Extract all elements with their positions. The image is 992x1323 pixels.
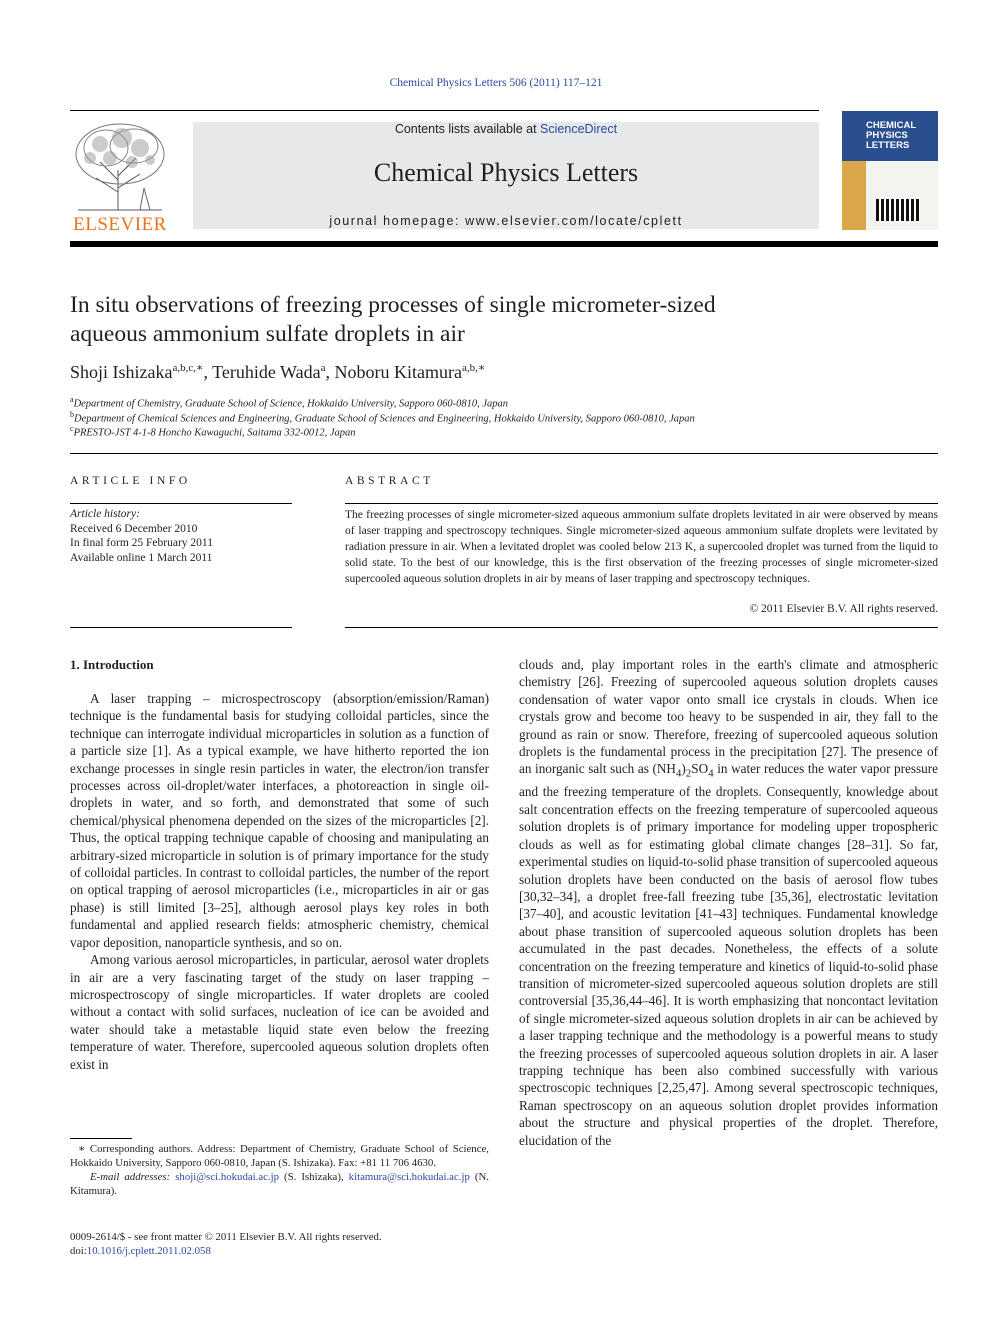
elsevier-tree-icon: [70, 118, 170, 214]
corresponding-author-note: ∗ Corresponding authors. Address: Department of Chemistry, Graduate School of Science, Hokkaido University, Sapporo 060-0810, Japan (S. Ishizaka). Fax: +81 11 706 4630.: [70, 1143, 489, 1169]
article-title-line: In situ observations of freezing processes of single micrometer-sized: [70, 292, 716, 318]
elsevier-wordmark: ELSEVIER: [73, 214, 167, 235]
author-name: Shoji Ishizaka: [70, 362, 173, 382]
doi-link[interactable]: 10.1016/j.cplett.2011.02.058: [86, 1245, 211, 1257]
email-link[interactable]: kitamura@sci.hokudai.ac.jp: [348, 1171, 470, 1183]
abstract-heading: ABSTRACT: [345, 475, 434, 487]
history-label: Article history:: [70, 508, 140, 520]
contents-prefix: Contents lists available at: [394, 122, 541, 136]
body-paragraph: [519, 656, 938, 1149]
affiliation-text: Department of Chemical Sciences and Engineering, Graduate School of Sciences and Engineering, Hokkaido University, Sapporo 060-0810, Japan: [74, 413, 695, 425]
email-label: E-mail addresses:: [90, 1171, 176, 1183]
subscript: 2: [685, 768, 692, 781]
section-heading-introduction: 1. Introduction: [70, 657, 154, 672]
doi-label: doi:: [70, 1245, 87, 1257]
author-separator: ,: [325, 362, 335, 382]
email-link[interactable]: shoji@sci.hokudai.ac.jp: [175, 1171, 280, 1183]
affiliation-mark: b: [70, 410, 74, 419]
cover-title-line: LETTERS: [866, 140, 910, 151]
body-column-left: [70, 690, 489, 1073]
revised-date: In final form 25 February 2011: [70, 537, 213, 549]
article-info-heading: ARTICLE INFO: [70, 475, 191, 487]
article-info-bottom-rule: [70, 627, 292, 628]
email-owner: (N. Kitamura).: [70, 1171, 489, 1197]
email-owner: (S. Ishizaka),: [279, 1171, 349, 1183]
author-list: [70, 361, 485, 383]
journal-citation[interactable]: Chemical Physics Letters 506 (2011) 117–121: [389, 77, 603, 89]
publication-info: [70, 1230, 489, 1258]
body-text: SO: [691, 761, 709, 777]
contents-line: [193, 122, 819, 136]
abstract-rule: [345, 503, 938, 504]
body-paragraph: Among various aerosol microparticles, in particular, aerosol water droplets in air are a very fascinating target of the study on laser trapping – microspectroscopy of single microparticles. If water droplets are cooled without a contact with solid surfaces, nucleation of ice can be avoided and water should take a metastable liquid state even below the freezing temperature of water. Therefore, supercooled aqueous solution droplets often exist in: [70, 952, 489, 1072]
body-text: ): [681, 761, 686, 777]
cover-title-line: CHEMICAL: [866, 120, 917, 131]
abstract-copyright: © 2011 Elsevier B.V. All rights reserved.: [749, 603, 938, 615]
subscript: 4: [675, 768, 682, 781]
affiliation-text: Department of Chemistry, Graduate School of Science, Hokkaido University, Sapporo 060-0810, Japan: [73, 398, 508, 410]
sciencedirect-link[interactable]: ScienceDirect: [540, 122, 618, 136]
journal-cover-thumbnail[interactable]: [842, 111, 938, 230]
homepage-link[interactable]: www.elsevier.com/locate/cplett: [465, 214, 683, 228]
footnotes: [70, 1142, 489, 1198]
cover-title: [866, 121, 916, 151]
section-rule: [70, 453, 938, 454]
homepage-line: [193, 214, 819, 228]
affiliation-a: [70, 395, 508, 410]
article-info-rule: [70, 503, 292, 504]
author-affiliation-marks[interactable]: a,b,c,∗: [172, 362, 204, 374]
online-date: Available online 1 March 2011: [70, 551, 213, 564]
body-paragraph: A laser trapping – microspectroscopy (absorption/emission/Raman) technique is the fundamental basis for studying colloidal particles, since the technique can interrogate individual microparticles in solution as a function of a particle size [1]. As a typical example, we have hitherto reported the ion exchange processes in single resin particles in water, the electron/ion transfer processes across oil-droplet/water interfaces, a photoreaction in single oil-droplets in water, and so forth, and demonstrated that some of such chemical/physical phenomena depended on the sizes of the microparticles [2]. Thus, the optical trapping technique capable of choosing and manipulating an arbitrary-sized microparticle in solution is of primary importance for the study of colloidal particles. In contrast to colloidal particles, the number of the report on optical trapping of aerosol microparticles (i.e., microparticles in air or gas phase) is still limited [3–25], although aerosol plays key roles in both fundamental and applied research fields: atmospheric chemistry, chemical vapor deposition, nanoparticle synthesis, and so on.: [70, 691, 489, 950]
author-name: Teruhide Wada: [212, 362, 321, 382]
journal-banner: [193, 122, 819, 229]
affiliation-text: PRESTO-JST 4-1-8 Honcho Kawaguchi, Saitama 332-0012, Japan: [73, 427, 356, 439]
affiliation-mark: a: [70, 395, 74, 404]
author-affiliation-marks[interactable]: a: [320, 362, 326, 374]
elsevier-logo[interactable]: [70, 118, 170, 235]
body-text: clouds and, play important roles in the earth's climate and atmospheric chemistry [26]. Freezing of supercooled aqueous solution droplets causes condensation of water vapor onto small ice crystals in clouds. When ice crystals grow and become too heavy to be suspended in air, they fall to the ground as rain or snow. Therefore, freezing of supercooled aqueous solution droplets is the fundamental process in the precipitation [27]. The presence of an inorganic salt such as (NH: [519, 657, 938, 777]
affiliation-b: [70, 410, 695, 425]
cover-title-line: PHYSICS: [866, 130, 908, 141]
cover-barcode-icon: [876, 199, 920, 221]
subscript: 4: [708, 768, 714, 781]
body-column-right: [519, 656, 938, 1149]
article-title: [70, 291, 930, 349]
body-text: in water reduces the water vapor pressure and the freezing temperature of the droplets. Consequently, knowledge about salt concentration effects on the freezing temperature of supercooled aqueous solution droplets is of primary importance for modeling upper tropospheric clouds as well as for estimating global climate changes [28–31]. So far, experimental studies on liquid-to-solid phase transition of supercooled aqueous solution droplets have been conducted on the basis of aerosol flow tubes [30,32–34], a droplet free-fall freezing tube [35,36], electrostatic levitation [37–40], and acoustic levitation [41–43] techniques. Fundamental knowledge about phase transition of supercooled aqueous solution droplets has been accumulated in the past decades. Nonetheless, the effects of a solute concentration on the freezing temperature and kinetics of liquid-to-solid phase transition of micrometer-sized supercooled aqueous solution droplets are still controversial [35,36,44–46]. It is worth emphasizing that noncontact levitation of single micrometer-sized aqueous solution droplets in air can be achieved by a laser trapping technique and the methodology is a powerful means to study the freezing processes of supercooled aqueous solution droplets in air. A laser trapping technique has been also combined successfully with various spectroscopic techniques [2,25,47]. Among several spectroscopic techniques, Raman spectroscopy on an aqueous solution droplet provides information about the structure and physical properties of the droplet. Therefore, elucidation of the: [519, 761, 938, 1148]
issn-line: 0009-2614/$ - see front matter © 2011 Elsevier B.V. All rights reserved.: [70, 1231, 382, 1243]
homepage-prefix: journal homepage:: [329, 214, 466, 228]
author-affiliation-marks[interactable]: a,b,∗: [461, 362, 486, 374]
journal-name: Chemical Physics Letters: [373, 158, 639, 187]
abstract-text: The freezing processes of single micrometer-sized aqueous ammonium sulfate droplets levitated in air were observed by means of laser trapping and spectroscopy techniques. Single micrometer-sized aqueous ammonium sulfate droplets were levitated by radiation pressure in air. When a levitated droplet was cooled below 213 K, a supercooled droplet was turned from the liquid to solid state. To the best of our knowledge, this is the first observation of the freezing processes of single micrometer-sized supercooled aqueous solution droplets in air by means of laser trapping and spectroscopy techniques.: [345, 509, 938, 585]
author-separator: ,: [203, 362, 213, 382]
affiliation-c: [70, 424, 356, 439]
affiliation-mark: c: [70, 424, 74, 433]
abstract-bottom-rule: [345, 627, 938, 628]
author-name: Noboru Kitamura: [334, 362, 462, 382]
cover-color-strip: [842, 161, 866, 230]
received-date: Received 6 December 2010: [70, 522, 198, 535]
article-history: [70, 507, 292, 565]
email-addresses: [70, 1170, 489, 1198]
header-rule: [70, 110, 819, 111]
header-thick-rule: [70, 241, 938, 247]
doi-line: [70, 1244, 489, 1258]
article-title-line: aqueous ammonium sulfate droplets in air: [70, 321, 465, 347]
footnote-rule: [70, 1138, 132, 1139]
